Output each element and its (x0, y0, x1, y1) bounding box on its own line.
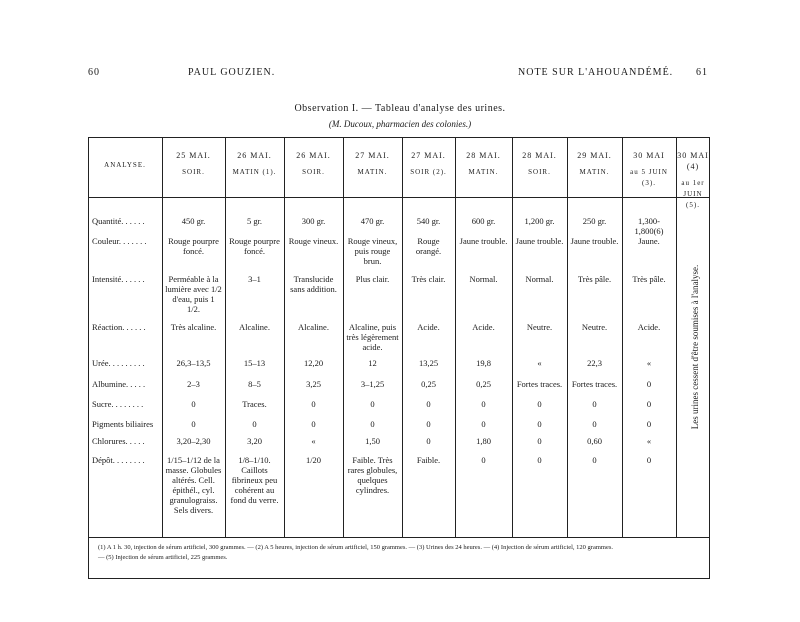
table-cell: 0 (481, 419, 486, 429)
running-title-left: PAUL GOUZIEN. (188, 67, 276, 78)
table-cell: 540 gr. (416, 216, 441, 226)
table-cell: 0 (370, 399, 375, 409)
table-cell: Jaune trouble. (570, 236, 619, 246)
col-header-time: MATIN. (468, 168, 499, 176)
table-cell: 0 (592, 455, 597, 465)
table-cell: 0 (426, 399, 431, 409)
col-header-2 (225, 150, 284, 178)
table-cell: Très pâle. (577, 274, 612, 284)
col-header-time: SOIR (2). (410, 168, 447, 176)
table-author: (M. Ducoux, pharmacien des colonies.) (328, 119, 472, 129)
col-header-date: 28 MAI. (466, 151, 501, 160)
table-cell: Très pâle. (632, 274, 666, 284)
col-header-date: 29 MAI. (577, 151, 612, 160)
column-rule (512, 137, 513, 537)
table-cell: Perméable à la lumière avec 1/2 d'eau, puis 1 1/2. (165, 274, 222, 314)
table-cell: « (646, 436, 652, 446)
table-cell: 0 (537, 455, 542, 465)
table-cell: 5 gr. (246, 216, 263, 226)
col-header-5 (402, 150, 455, 178)
table-cell: Normal. (469, 274, 498, 284)
table-cell: 2–3 (187, 379, 200, 389)
col-header-1 (162, 150, 225, 178)
page-number-left: 60 (88, 67, 100, 78)
table-cell: Alcaline. (239, 322, 270, 332)
table-cell: 1,200 gr. (524, 216, 555, 226)
row-label: Quantité. . . . . . (92, 216, 145, 226)
table-cell: 1,80 (476, 436, 491, 446)
row-label: Albumine. . . . . (92, 379, 146, 389)
table-cell: Acide. (417, 322, 440, 332)
table-cell: Acide. (637, 322, 661, 332)
table-cell: 0 (481, 399, 486, 409)
table-cell: 0 (481, 455, 486, 465)
table-cell: 1,300-1,800(6) (634, 216, 664, 236)
col-header-date: 27 MAI. (411, 151, 446, 160)
column-rule (162, 137, 163, 537)
table-cell: 1,50 (365, 436, 380, 446)
table-cell: Neutre. (581, 322, 608, 332)
row-label: Couleur. . . . . . . (92, 236, 147, 246)
col-header-time: au 1er JUIN (5). (681, 179, 705, 209)
table-cell: Neutre. (526, 322, 553, 332)
column-rule (567, 137, 568, 537)
table-cell: 0 (646, 455, 652, 465)
table-cell: 0 (191, 419, 196, 429)
table-cell: 0 (592, 419, 597, 429)
table-cell: Plus clair. (355, 274, 390, 284)
column-rule (455, 137, 456, 537)
col-header-8 (567, 150, 622, 178)
table-cell: 0 (426, 419, 431, 429)
col-header-date: 27 MAI. (355, 151, 390, 160)
table-cell: 0 (252, 419, 257, 429)
row-label: Sucre. . . . . . . . (92, 399, 144, 409)
table-cell: 8–5 (248, 379, 261, 389)
row-label: Pigments biliaires (92, 419, 154, 429)
table-cell: 250 gr. (582, 216, 607, 226)
table-cell: 0,60 (587, 436, 602, 446)
table-cell: 19,8 (476, 358, 491, 368)
table-cell: 0 (592, 399, 597, 409)
col-header-time: au 5 JUIN (3). (630, 168, 668, 187)
col-header-6 (455, 150, 512, 178)
table-cell: 0 (646, 399, 652, 409)
table-cell: 0 (537, 436, 542, 446)
table-cell: 300 gr. (301, 216, 326, 226)
table-cell: 1/15–1/12 de la masse. Globules altérés. Cell. épithél., cyl. granulograiss. Sels divers. (165, 455, 222, 515)
table-cell: 13,25 (418, 358, 439, 368)
row-label: Chlorures. . . . . (92, 436, 145, 446)
row-label: Urée. . . . . . . . . (92, 358, 145, 368)
footnote-rule (88, 537, 710, 538)
table-cell: 0 (370, 419, 375, 429)
table-cell: 0 (537, 419, 542, 429)
col-header-date: 30 MAI (633, 151, 665, 160)
row-label: Intensité. . . . . . (92, 274, 145, 284)
col-header-date: 28 MAI. (522, 151, 557, 160)
col-header-date: 26 MAI. (237, 151, 272, 160)
table-cell: Normal. (525, 274, 554, 284)
table-cell: Jaune trouble. (515, 236, 564, 246)
table-cell: Très clair. (411, 274, 446, 284)
table-cell: 3,20 (247, 436, 262, 446)
col-header-3 (284, 150, 343, 178)
table-cell: 470 gr. (360, 216, 385, 226)
col-header-4 (343, 150, 402, 178)
table-cell: Translucide sans addition. (290, 274, 337, 294)
table-cell: 0 (191, 399, 196, 409)
table-cell: Jaune trouble. (459, 236, 508, 246)
table-cell: Rouge orangé. (415, 236, 442, 256)
col-header-time: SOIR. (302, 168, 325, 176)
table-cell: Fortes traces. (571, 379, 618, 389)
col-header-time: SOIR. (528, 168, 551, 176)
table-cell: 3,20–2,30 (176, 436, 211, 446)
table-cell: Traces. (242, 399, 267, 409)
col-header-10 (676, 150, 710, 211)
table-cell: 12,20 (303, 358, 324, 368)
column-rule (225, 137, 226, 537)
table-cell: Alcaline. (298, 322, 329, 332)
table-cell: 0 (426, 436, 431, 446)
column-rule (284, 137, 285, 537)
table-cell: Très alcaline. (170, 322, 217, 332)
table-cell: 3,25 (306, 379, 321, 389)
col-header-time: MATIN. (357, 168, 388, 176)
table-cell: 0 (311, 399, 316, 409)
table-cell: 0 (646, 379, 652, 389)
row-label: Dépôt. . . . . . . . (92, 455, 145, 465)
table-cell: Acide. (472, 322, 495, 332)
col-header-date: 26 MAI. (296, 151, 331, 160)
table-cell: 15–13 (243, 358, 266, 368)
table-cell: Rouge pourpre foncé. (168, 236, 219, 256)
table-cell: « (646, 358, 652, 368)
table-cell: Alcaline, puis très légèrement acide. (346, 322, 399, 352)
header-rule (88, 197, 710, 198)
footnotes (98, 543, 698, 563)
table-cell: 3–1,25 (360, 379, 385, 389)
column-rule (402, 137, 403, 537)
table-cell: Rouge pourpre foncé. (229, 236, 280, 256)
table-cell: 0,25 (476, 379, 491, 389)
table-cell: 3–1 (248, 274, 261, 284)
table-cell: 450 gr. (181, 216, 206, 226)
table-cell: Jaune. (638, 236, 660, 246)
table-cell: 0 (646, 419, 652, 429)
table-cell: Fortes traces. (516, 379, 563, 389)
table-cell: 0,25 (421, 379, 436, 389)
footnote-line-1: (1) A 1 h. 30, injection de sérum artificiel, 300 grammes. — (2) A 5 heures, injection de sérum artificiel, 150 grammes. — (3) Urines des 24 heures. — (4) Injection de sérum artificiel, 120 grammes. (98, 544, 613, 551)
table-cell: 1/20 (305, 455, 322, 465)
col-header-time: MATIN (1). (232, 168, 277, 176)
table-cell: « (537, 358, 542, 368)
col-header-date: 25 MAI. (176, 151, 211, 160)
page-number-right: 61 (696, 67, 708, 78)
footnote-line-2: — (5) Injection de sérum artificiel, 225 grammes. (98, 554, 228, 561)
running-title-right: NOTE SUR L'AHOUANDÉMÉ. (518, 67, 674, 78)
table-cell: Faible. (416, 455, 441, 465)
table-cell: 600 gr. (471, 216, 496, 226)
table-cell: Faible. Très rares globules, quelques cylindres. (347, 455, 398, 495)
table-cell: 0 (311, 419, 316, 429)
col-header-time: MATIN. (579, 168, 610, 176)
col-header-date: 30 MAI (4) (677, 151, 709, 171)
table-cell: 1/8–1/10. Caillots fibrineux peu cohérent au fond du verre. (230, 455, 279, 505)
column-rule (622, 137, 623, 537)
col-header-7 (512, 150, 567, 178)
row-label: Réaction. . . . . . (92, 322, 146, 332)
table-cell: 0 (537, 399, 542, 409)
table-cell: 26,3–13,5 (176, 358, 211, 368)
table-cell: « (311, 436, 316, 446)
table-cell: 22,3 (587, 358, 602, 368)
col-header-9 (622, 150, 676, 189)
table-cell: 12 (368, 358, 377, 368)
col-header-time: SOIR. (182, 168, 205, 176)
column-rule (343, 137, 344, 537)
last-column-note: Les urines cessent d'être soumises à l'analyse. (690, 264, 700, 430)
table-caption: Observation I. — Tableau d'analyse des urines. (294, 103, 506, 114)
table-cell: Rouge vineux, puis rouge brun. (347, 236, 398, 266)
table-cell: Rouge vineux. (288, 236, 339, 246)
col-header-analyse: ANALYSE. (104, 161, 146, 169)
